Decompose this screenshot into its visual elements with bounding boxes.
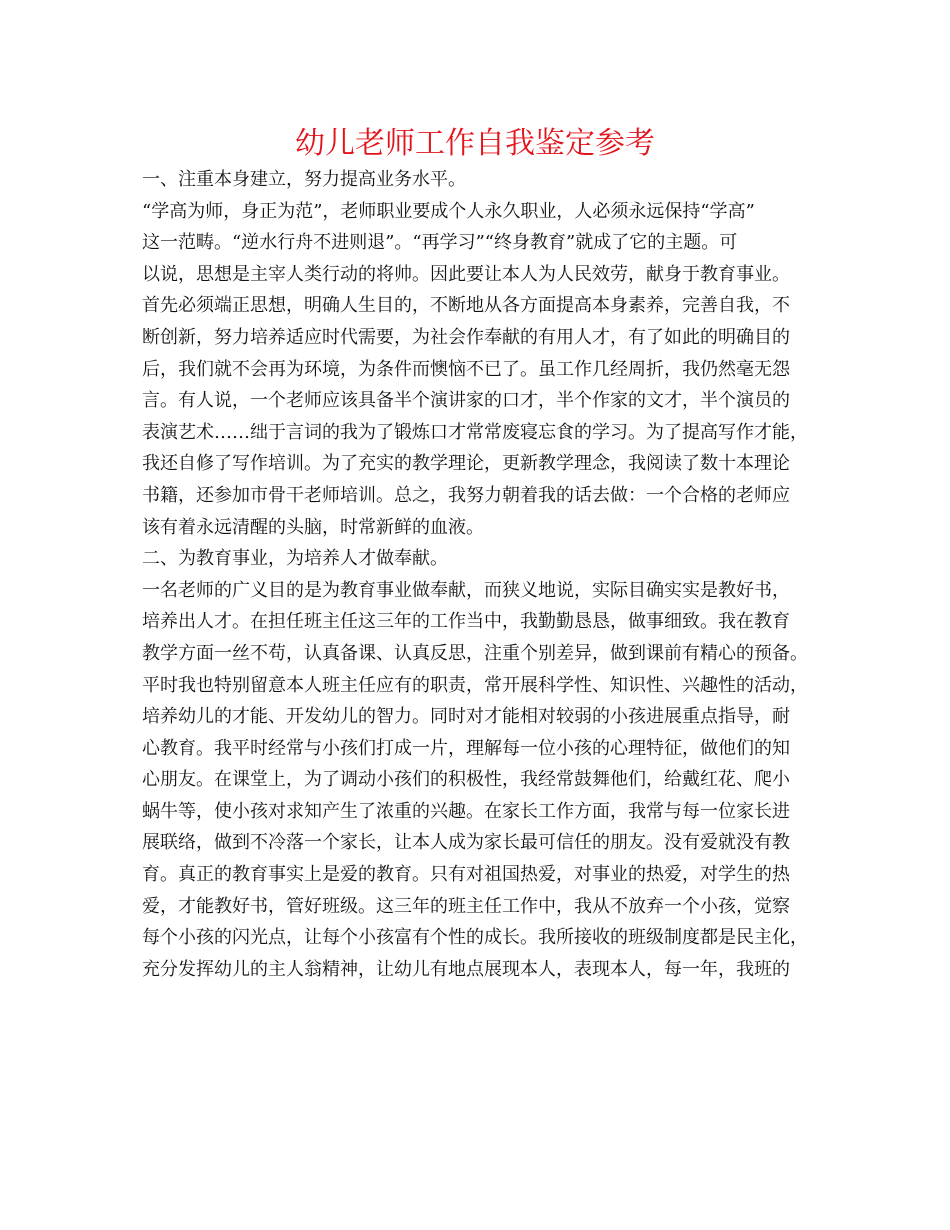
- text-line: 爱，才能教好书，管好班级。这三年的班主任工作中，我从不放弃一个小孩，觉察: [142, 895, 790, 917]
- text-line: 一、注重本身建立，努力提高业务水平。: [142, 169, 466, 190]
- text-line: 心教育。我平时经常与小孩们打成一片，理解每一位小孩的心理特征，做他们的知: [142, 737, 790, 759]
- text-line: 言。有人说，一个老师应该具备半个演讲家的口才，半个作家的文才，半个演员的: [142, 390, 790, 412]
- text-line: 充分发挥幼儿的主人翁精神，让幼儿有地点展现本人，表现本人，每一年，我班的: [142, 958, 790, 980]
- text-line: 首先必须端正思想，明确人生目的，不断地从各方面提高本身素养，完善自我，不: [142, 295, 790, 317]
- text-line: 平时我也特别留意本人班主任应有的职责，常开展科学性、知识性、兴趣性的活动，: [142, 674, 808, 696]
- text-line: 书籍，还参加市骨干老师培训。总之，我努力朝着我的话去做：一个合格的老师应: [142, 484, 790, 506]
- text-line: 展联络，做到不冷落一个家长，让本人成为家长最可信任的朋友。没有爱就没有教: [142, 832, 790, 854]
- text-line: 每个小孩的闪光点，让每个小孩富有个性的成长。我所接收的班级制度都是民主化，: [142, 927, 808, 949]
- text-line: 表演艺术……绌于言词的我为了锻炼口才常常废寝忘食的学习。为了提高写作才能，: [142, 421, 808, 443]
- text-line: 后，我们就不会再为环境，为条件而懊恼不已了。虽工作几经周折，我仍然毫无怨: [142, 358, 790, 380]
- document-body: [142, 164, 812, 985]
- text-line: 心朋友。在课堂上，为了调动小孩们的积极性，我经常鼓舞他们，给戴红花、爬小: [142, 769, 790, 791]
- text-line: 断创新，努力培养适应时代需要，为社会作奉献的有用人才，有了如此的明确目的: [142, 326, 790, 348]
- text-line: 这一范畴。“逆水行舟不进则退”。“再学习”“终身教育”就成了它的主题。可: [142, 232, 738, 254]
- text-line: 二、为教育事业，为培养人才做奉献。: [142, 548, 448, 570]
- text-line: 该有着永远清醒的头脑，时常新鲜的血液。: [142, 516, 484, 538]
- text-line: 我还自修了写作培训。为了充实的教学理论，更新教学理念，我阅读了数十本理论: [142, 453, 790, 475]
- text-line: “学高为师，身正为范”，老师职业要成个人永久职业，人必须永远保持“学高”: [142, 200, 755, 222]
- text-line: 培养出人才。在担任班主任这三年的工作当中，我勤勤恳恳，做事细致。我在教育: [142, 611, 790, 633]
- text-line: 育。真正的教育事实上是爱的教育。只有对祖国热爱，对事业的热爱，对学生的热: [142, 864, 790, 886]
- text-line: 培养幼儿的才能、开发幼儿的智力。同时对才能相对较弱的小孩进展重点指导，耐: [142, 706, 790, 728]
- text-line: 教学方面一丝不苟，认真备课、认真反思，注重个别差异，做到课前有精心的预备。: [142, 642, 808, 664]
- text-line: 蜗牛等，使小孩对求知产生了浓重的兴趣。在家长工作方面，我常与每一位家长进: [142, 800, 790, 822]
- text-line: 以说，思想是主宰人类行动的将帅。因此要让本人为人民效劳，献身于教育事业。: [142, 263, 790, 285]
- text-line: 一名老师的广义目的是为教育事业做奉献，而狭义地说，实际目确实实是教好书，: [142, 579, 790, 601]
- document-title: 幼儿老师工作自我鉴定参考: [295, 126, 655, 161]
